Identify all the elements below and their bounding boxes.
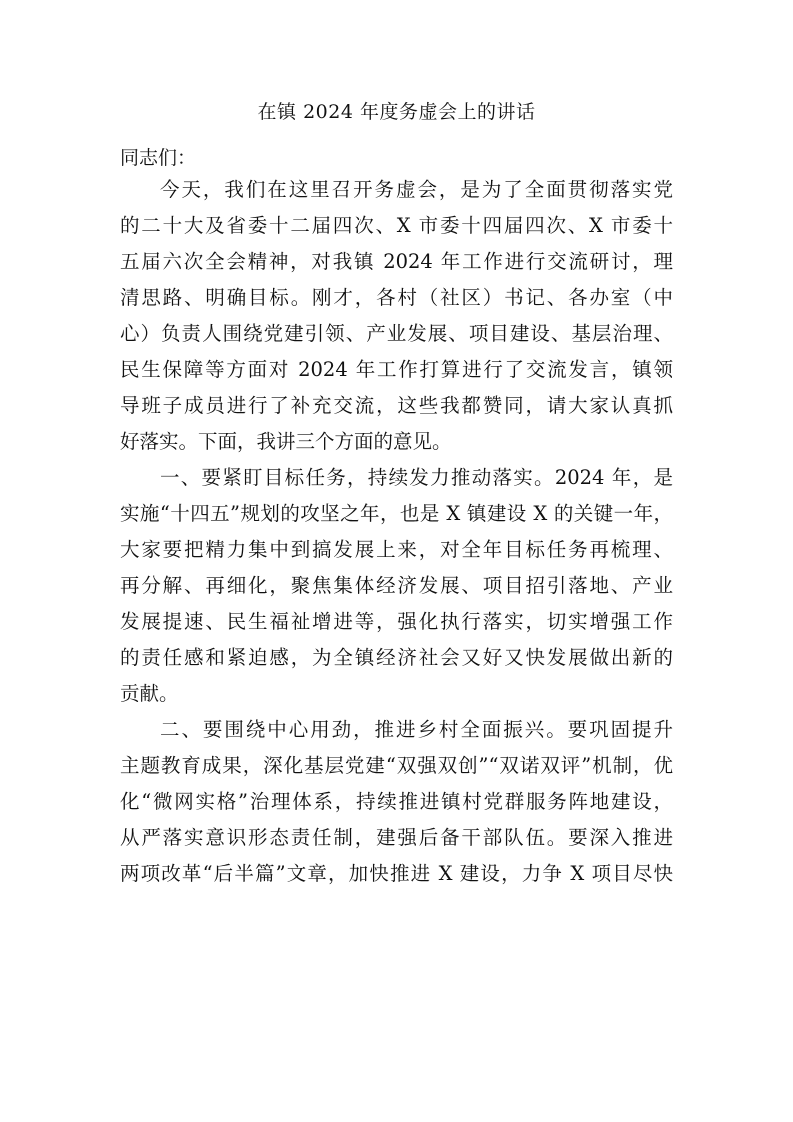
paragraph-1-line-4: 清思路、明确目标。刚才，各村（社区）书记、各办室（中 xyxy=(120,286,673,309)
paragraph-1-line-8: 好落实。下面，我讲三个方面的意见。 xyxy=(120,430,452,453)
paragraph-1-line-5: 心）负责人围绕党建引领、产业发展、项目建设、基层治理、 xyxy=(120,322,673,345)
paragraph-2-line-7: 贡献。 xyxy=(120,682,179,705)
document-title: 在镇 2024 年度务虚会上的讲话 xyxy=(257,101,536,123)
paragraph-1-line-7: 导班子成员进行了补充交流，这些我都赞同，请大家认真抓 xyxy=(120,394,673,417)
paragraph-2-line-5: 发展提速、民生福祉增进等，强化执行落实，切实增强工作 xyxy=(120,610,673,633)
paragraph-1-line-2: 的二十大及省委十二届四次、X 市委十四届四次、X 市委十 xyxy=(120,214,673,237)
paragraph-1-line-1: 今天，我们在这里召开务虚会，是为了全面贯彻落实党 xyxy=(160,178,673,201)
paragraph-2-line-4: 再分解、再细化，聚焦集体经济发展、项目招引落地、产业 xyxy=(120,574,673,597)
paragraph-2-line-6: 的责任感和紧迫感，为全镇经济社会又好又快发展做出新的 xyxy=(120,646,673,669)
paragraph-2-line-1: 一、要紧盯目标任务，持续发力推动落实。2024 年，是 xyxy=(160,466,673,489)
salutation: 同志们： xyxy=(120,147,197,169)
paragraph-3-line-2: 主题教育成果，深化基层党建“双强双创”“双诺双评”机制，优 xyxy=(120,754,673,777)
paragraph-2-line-3: 大家要把精力集中到搞发展上来，对全年目标任务再梳理、 xyxy=(120,538,673,561)
paragraph-3-line-1: 二、要围绕中心用劲，推进乡村全面振兴。要巩固提升 xyxy=(160,718,673,741)
paragraph-1-line-6: 民生保障等方面对 2024 年工作打算进行了交流发言，镇领 xyxy=(120,358,673,381)
paragraph-3-line-5: 两项改革“后半篇”文章，加快推进 X 建设，力争 X 项目尽快 xyxy=(120,862,673,885)
paragraph-3-line-3: 化“微网实格”治理体系，持续推进镇村党群服务阵地建设， xyxy=(120,790,673,813)
paragraph-1-line-3: 五届六次全会精神，对我镇 2024 年工作进行交流研讨，理 xyxy=(120,250,673,273)
paragraph-2-line-2: 实施“十四五”规划的攻坚之年，也是 X 镇建设 X 的关键一年， xyxy=(120,502,673,525)
paragraph-3-line-4: 从严落实意识形态责任制，建强后备干部队伍。要深入推进 xyxy=(120,826,673,849)
